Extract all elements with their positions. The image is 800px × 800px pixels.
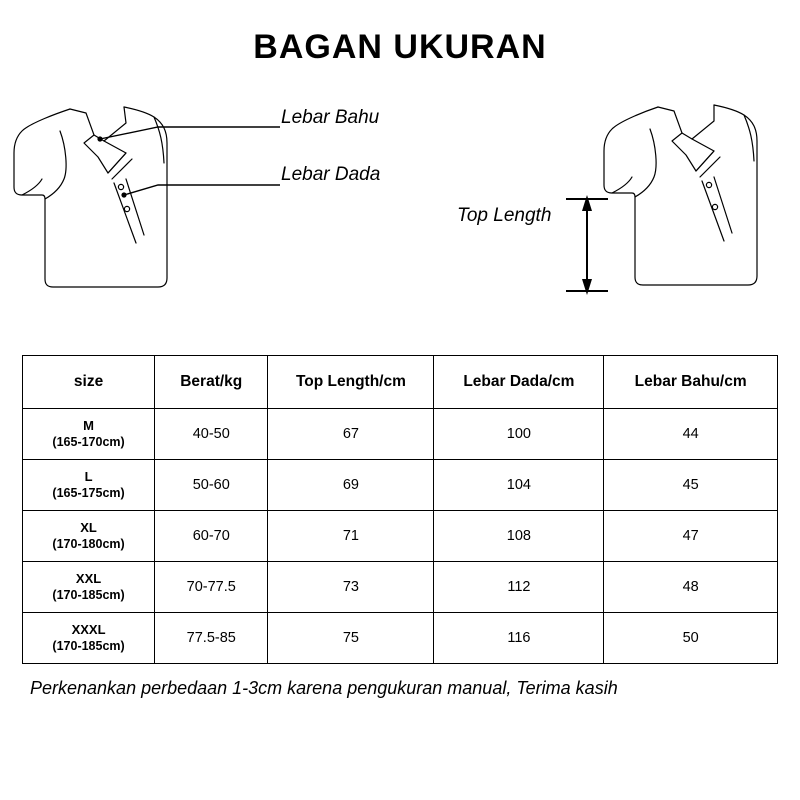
cell-chest-width: 108 [434,511,604,562]
table-header-row [23,356,778,409]
page-title: BAGAN UKURAN [253,28,547,66]
cell-size [23,613,155,664]
left-shirt-illustration [8,83,288,318]
size-label: M [83,417,94,433]
cell-shoulder-width: 47 [604,511,778,562]
cell-chest-width: 112 [434,562,604,613]
cell-weight: 70-77.5 [155,562,268,613]
cell-weight: 40-50 [155,409,268,460]
label-lebar-bahu: Lebar Bahu [281,107,380,128]
cell-size [23,409,155,460]
cell-chest-width: 104 [434,460,604,511]
cell-top-length: 75 [268,613,434,664]
cell-weight: 60-70 [155,511,268,562]
size-chart-table [22,355,778,664]
column-header-weight: Berat/kg [155,356,268,409]
size-label: L [84,468,93,484]
size-label: XXL [75,570,102,586]
table-row [23,460,778,511]
cell-shoulder-width: 45 [604,460,778,511]
table-row [23,511,778,562]
size-height-range: (165-175cm) [52,486,125,501]
cell-top-length: 67 [268,409,434,460]
cell-shoulder-width: 48 [604,562,778,613]
label-top-length: Top Length [457,205,552,226]
cell-size [23,511,155,562]
cell-shoulder-width: 50 [604,613,778,664]
right-shirt-illustration [600,83,800,318]
measurement-diagram [0,77,800,347]
cell-chest-width: 116 [434,613,604,664]
size-height-range: (170-185cm) [52,588,125,603]
top-length-dimension-arrow [556,91,616,317]
column-header-top-length: Top Length/cm [268,356,434,409]
cell-top-length: 73 [268,562,434,613]
column-header-shoulder-width: Lebar Bahu/cm [604,356,778,409]
measurement-disclaimer: Perkenankan perbedaan 1-3cm karena pengukuran manual, Terima kasih [30,678,618,698]
cell-size [23,460,155,511]
column-header-chest-width: Lebar Dada/cm [434,356,604,409]
table-row [23,409,778,460]
cell-chest-width: 100 [434,409,604,460]
size-height-range: (170-180cm) [52,537,125,552]
cell-weight: 50-60 [155,460,268,511]
label-lebar-dada: Lebar Dada [281,164,381,185]
cell-weight: 77.5-85 [155,613,268,664]
size-label: XXXL [71,621,106,637]
cell-shoulder-width: 44 [604,409,778,460]
cell-top-length: 71 [268,511,434,562]
size-height-range: (170-185cm) [52,639,125,654]
column-header-size: size [23,356,155,409]
size-height-range: (165-170cm) [52,435,125,450]
table-row [23,613,778,664]
cell-size [23,562,155,613]
cell-top-length: 69 [268,460,434,511]
table-row [23,562,778,613]
size-label: XL [80,519,97,535]
